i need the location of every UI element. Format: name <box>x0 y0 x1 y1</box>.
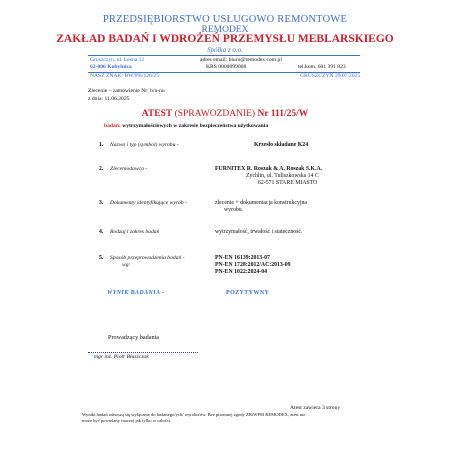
item-label: Sposób przeprowadzenia badań - <box>110 255 185 261</box>
order-date: z dnia: 11.06.2025 <box>88 96 130 102</box>
item-value: Krzesło składane K24 <box>254 142 309 148</box>
address-street: Gruszczyn, ul. Leśna 12 <box>90 57 145 63</box>
result-value: POZYTYWNY <box>226 290 270 296</box>
address-city: 62-006 Kobylnica <box>90 64 132 70</box>
item-number: 2. <box>99 166 104 172</box>
footer-note-1: Wyniki badań odnoszą się wyłącznie do badanego/ych/ wyrobu/ów. Bez pisemnej zgody ZBiWPM REMODEX, atest nie <box>82 412 306 417</box>
item-label-suffix: wg: <box>122 262 131 268</box>
company-name: PRZEDSIĘBIORSTWO USŁUGOWO REMONTOWE <box>102 14 348 25</box>
reference-sign: NASZ ZNAK: BW/PB/126/25 <box>90 73 159 79</box>
item-value: wyrobu. <box>224 207 244 213</box>
item-number: 3. <box>99 200 104 206</box>
norm-1: PN-EN 16139:2013-07 <box>215 255 270 261</box>
item-value: wytrzymałość, trwałość i stateczność. <box>215 229 303 235</box>
conducted-label: Prowadzący badania <box>108 334 160 341</box>
norm-2: PN-EN 1728:2012/AC:2013-09 <box>215 262 291 268</box>
item-value: 62-571 STARE MIASTO <box>258 180 318 186</box>
norm-3: PN-EN 1022:2024-04 <box>215 269 268 275</box>
page-count: Atest zawiera 3 strony <box>290 405 341 411</box>
lab-name: ZAKŁAD BADAŃ I WDROŻEŃ PRZEMYSŁU MEBLARSKIEGO <box>56 33 394 45</box>
item-value: zlecenie + dokumentacja konstrukcyjna <box>215 200 307 206</box>
item-number: 4. <box>99 229 104 235</box>
item-label: Nazwa i typ (symbol) wyrobu - <box>110 142 179 148</box>
item-label: Dokumenty identyfikujące wyrób - <box>110 200 187 206</box>
result-label: WYNIK BADANIA - <box>107 290 165 296</box>
tests-line <box>104 123 268 129</box>
atest-word: ATEST <box>141 109 173 119</box>
footer-note-2: może być powielany inaczej jak tylko w całości. <box>82 418 172 423</box>
item-number: 1. <box>99 142 104 148</box>
item-label: Zleceniodawca - <box>110 166 148 172</box>
krs-number: KRS 0000099068 <box>206 64 247 70</box>
tests-value: wytrzymałościowych w zakresie bezpieczeństwa użytkowania <box>122 123 269 129</box>
atest-number: Nr 111/25/W <box>257 109 309 119</box>
issue-date: GRUSZCZYN 29.07.2025 <box>300 73 361 79</box>
brand-name: REMODEX <box>201 25 249 35</box>
item-value: Zychlin, ul. Tuliszkowska 14 C <box>246 173 319 179</box>
item-label: Rodzaj i zakres badań <box>110 229 160 235</box>
header-rule-top <box>88 55 360 56</box>
phone-number: tel.kom. 601 391 823 <box>298 64 346 70</box>
order-number: Zlecenie – zamówienie Nr: b/n-nu <box>88 88 165 94</box>
company-form: Spółka z o.o. <box>207 46 243 54</box>
conductor-name: mgr inż. Piotr Błaszczak <box>94 354 149 360</box>
tests-label: badań: <box>104 123 121 129</box>
item-value: FURNITEX R. Roszak & A. Roszak S.K.A. <box>215 166 323 172</box>
document-title <box>0 109 450 119</box>
item-number: 5. <box>99 255 104 261</box>
email-address: adres email: biuro@remodex.com.pl <box>200 57 282 63</box>
report-word: (SPRAWOZDANIE) <box>174 109 256 119</box>
